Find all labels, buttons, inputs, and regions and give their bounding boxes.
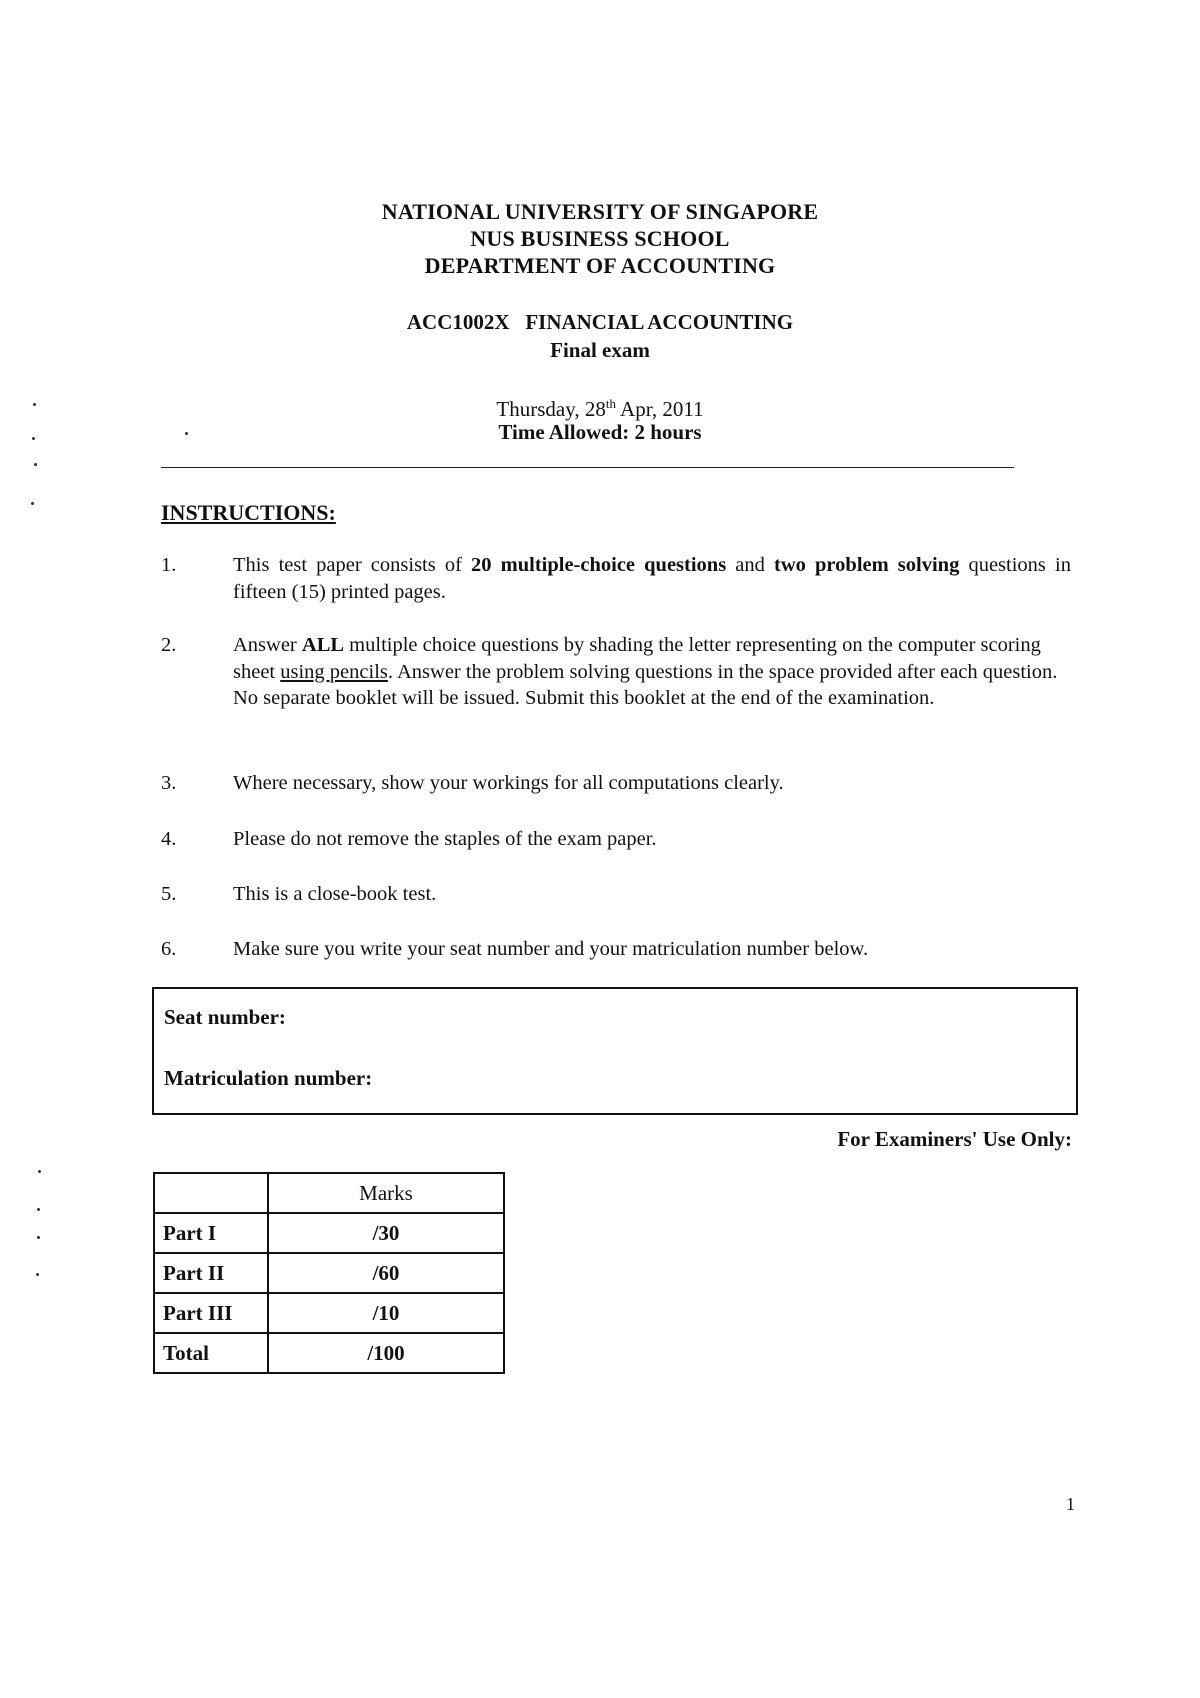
table-row [154,1333,504,1373]
course-code: ACC1002X [406,310,510,334]
instruction-item [161,632,1071,712]
table-corner-cell [154,1173,268,1213]
scan-speck [37,1236,40,1239]
instruction-text: multiple choice questions by shading the letter representing on the computer scoring sheet [233,634,1041,683]
instruction-item [161,552,1071,605]
instruction-emphasis: 20 multiple-choice questions [471,554,727,576]
scan-speck [38,1170,41,1173]
instruction-text: . Answer the problem solving questions in the space provided after each question. No separate booklet will be issued. Submit this booklet at the end of the examination. [233,660,1058,709]
instruction-item [161,936,1071,963]
instruction-number: 2. [161,634,177,656]
part-label: Part III [154,1293,268,1333]
instruction-text: Please do not remove the staples of the exam paper. [233,828,657,850]
instruction-text: questions in fifteen (15) printed pages. [233,554,1071,603]
seat-number-label: Seat number: [164,1005,286,1029]
header [0,198,1200,279]
instruction-emphasis: two problem solving [774,554,960,576]
marks-column-header: Marks [268,1173,504,1213]
instruction-number: 1. [161,554,177,576]
part-label: Part I [154,1213,268,1253]
instruction-text: This test paper consists of [233,554,472,576]
course-title-line [0,308,1200,336]
exam-month-year: Apr, 2011 [615,397,704,421]
exam-day: Thursday, 28 [496,397,606,421]
instruction-number: 3. [161,772,177,794]
marks-table [153,1172,505,1374]
student-id-box [152,987,1078,1115]
instruction-number: 5. [161,883,177,905]
instruction-item [161,881,1071,908]
instruction-number: 6. [161,938,177,960]
scan-speck [37,1208,40,1211]
instruction-number: 4. [161,828,177,850]
department-name: DEPARTMENT OF ACCOUNTING [424,253,776,278]
instruction-item [161,826,1071,853]
exam-day-suffix: th [605,396,616,411]
instruction-item [161,770,1071,797]
part-marks: /60 [268,1253,504,1293]
instruction-text: This is a close-book test. [233,883,437,905]
matriculation-number-label: Matriculation number: [164,1066,373,1090]
part-label: Part II [154,1253,268,1293]
part-marks: /10 [268,1293,504,1333]
page-number: 1 [1066,1494,1075,1514]
scan-speck [34,463,37,466]
scan-speck [31,502,34,505]
school-name: NUS BUSINESS SCHOOL [470,226,730,251]
table-row [154,1253,504,1293]
header-divider [161,467,1014,468]
scan-speck [185,432,188,435]
university-name: NATIONAL UNIVERSITY OF SINGAPORE [381,199,819,224]
exam-type: Final exam [550,338,650,362]
examiner-use-label: For Examiners' Use Only: [837,1127,1072,1151]
time-allowed: Time Allowed: 2 hours [498,420,702,444]
instruction-text: and [726,554,775,576]
instruction-underline: using pencils [280,660,388,683]
table-header-row [154,1173,504,1213]
instruction-emphasis: ALL [301,634,345,656]
part-label: Total [154,1333,268,1373]
instruction-text: Answer [233,634,302,656]
scan-speck [33,403,36,406]
table-row [154,1213,504,1253]
course-title: FINANCIAL ACCOUNTING [525,310,794,334]
instructions-title: INSTRUCTIONS: [161,500,336,525]
part-marks: /100 [268,1333,504,1373]
instruction-text: Make sure you write your seat number and your matriculation number below. [233,938,869,960]
part-marks: /30 [268,1213,504,1253]
scan-speck [36,1273,39,1276]
table-row [154,1293,504,1333]
scan-speck [32,437,35,440]
instruction-text: Where necessary, show your workings for all computations clearly. [233,772,784,794]
